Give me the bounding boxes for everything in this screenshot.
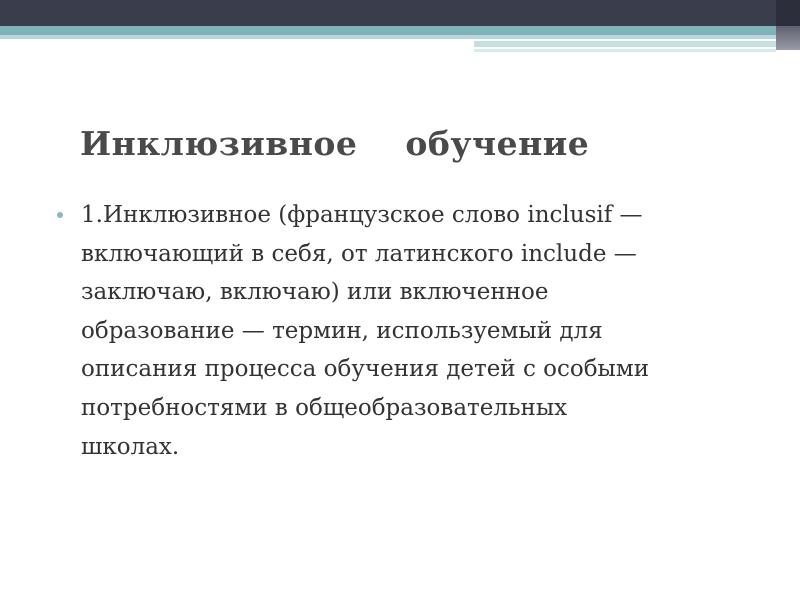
bullet-line: заключаю, включаю) или включенное	[81, 279, 549, 306]
header-accent-strip-thin	[474, 49, 776, 52]
header-band-teal-light	[0, 35, 776, 39]
header-band-dark	[0, 0, 800, 26]
header-band-teal	[0, 26, 776, 35]
bullet-line: потребностями в общеобразовательных	[81, 394, 568, 421]
header-accent-strip	[474, 41, 776, 47]
header-band-corner	[776, 0, 800, 26]
bullet-dot-icon	[57, 212, 63, 218]
bullet-line: школах.	[81, 433, 180, 460]
header-corner-gradient	[776, 26, 800, 50]
bullet-line: 1.Инклюзивное (французское слово inclusif —	[81, 202, 643, 228]
slide-body	[57, 196, 757, 466]
bullet-line: описания процесса обучения детей с особыми	[81, 356, 650, 383]
slide-title: Инклюзивное обучение	[80, 124, 590, 163]
bullet-item	[57, 196, 757, 466]
bullet-line: включающий в себя, от латинского include —	[81, 240, 637, 267]
bullet-line: образование — термин, используемый для	[81, 317, 603, 344]
